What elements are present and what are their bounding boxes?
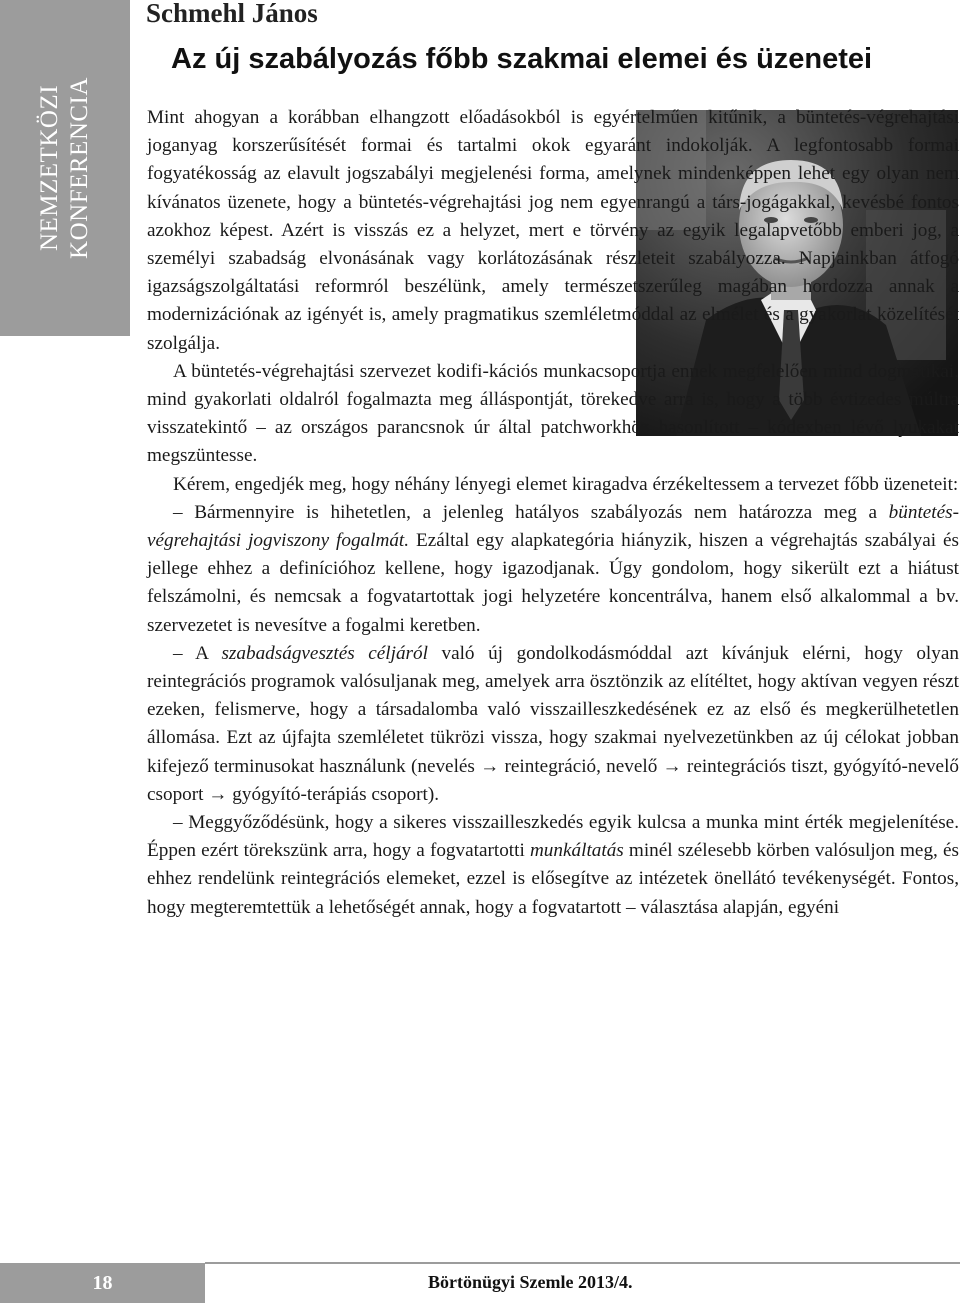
paragraph-working-group: A büntetés-végrehajtási szervezet kodifi-kációs munkacsoportja ennek megfelelően mind dogmatikai, mind gyakorlati oldalról fogalmazta meg álláspontját, törekedve arra is, hogy a több évtizedes múltra visszatekintő – az országos parancsnok úr által patchworkhöz hasonlított – kódexben lévő lyukakat megszüntesse. bbox=[147, 360, 959, 467]
article-body bbox=[147, 104, 959, 922]
paragraph-work: – Meggyőződésünk, hogy a sikeres visszailleszkedés egyik kulcsa a munka mint érték megjelenítése. Éppen ezért törekszünk arra, hogy a fogvatartotti munkáltatás minél szélesebb körben valósuljon meg, és ehhez rendelünk reintegrációs elemeket, ezzel is elősegítve az intézetek önellátó tevékenységét. Fontos, hogy megteremtettük a lehetőségét annak, hogy a fogvatartott – választása alapján, egyéni bbox=[147, 812, 959, 918]
journal-title: Börtönügyi Szemle 2013/4. bbox=[428, 1272, 633, 1292]
page-number: 18 bbox=[0, 1263, 205, 1303]
article-title: Az új szabályozás főbb szakmai elemei és üzenetei bbox=[171, 43, 873, 75]
section-label bbox=[35, 77, 95, 259]
footer-divider bbox=[205, 1262, 960, 1264]
author-name: Schmehl János bbox=[146, 0, 318, 28]
paragraph-intro: Mint ahogyan a korábban elhangzott előadásokból is egyértelműen kitűnik, a büntetés-végrehajtási joganyag korszerűsítését formai és tartalmi okok egyaránt indokolják. A legfontosabb formai fogyatékosság az elavult jogszabályi megjelenési forma, amelynek mindenképpen lehet egy olyan nem kívánatos üzenete, hogy a büntetés-végrehajtási jog nem egyenrangú a társ-jogágakkal, kevésbé fontos azokhoz képest. Azért is visszás ez a helyzet, mert e törvény az egyik legalapvetőbb emberi jog, a személyi szabadság elvonásának vagy korlátozásának részleteit szabályozza. Napjainkban átfogó igazságszolgáltatási reformról beszélünk, amely természetszerűleg magában hordozza annak a modernizációnak az igényét is, amely pragmatikus szemléletmóddal az elmélet és a gyakorlat közelítését szolgálja. bbox=[147, 107, 959, 354]
paragraph-purpose: – A szabadságvesztés céljáról való új gondolkodásmóddal azt kívánjuk elérni, hogy olyan reintegrációs programok valósuljanak meg, amelyek arra ösztönzik az elítéltet, hogy aktívan vegyen részt ezeken, felismerve, hogy a társadalomba való visszailleszkedésének ez az első és megkerülhetetlen állomása. Ezt az újfajta szemléletet tükrözi vissza, hogy szakmai nyelvezetünkben az új célokat jobban kifejező terminusokat használunk (nevelés → reintegráció, nevelő → reintegrációs tiszt, gyógyító-nevelő csoport → gyógyító-terápiás csoport). bbox=[147, 642, 959, 805]
paragraph-legal-relationship: – Bármennyire is hihetetlen, a jelenleg hatályos szabályozás nem határozza meg a büntetés-végrehajtási jogviszony fogalmát. Ezáltal egy alapkategória hiányzik, hiszen a végrehajtás szabályai és jellege ehhez a definícióhoz kellene, hogy igazodjanak. Úgy gondolom, hogy sikerült ezt a hiátust felszámolni, és nemcsak a fogvatartottak jogi helyzetére koncentrálva, hanem első alkalommal a bv. szervezetet is nevesítve a fogalmi keretben. bbox=[147, 501, 959, 636]
section-label-line2: KONFERENCIA bbox=[66, 77, 93, 259]
section-label-line1: NEMZETKÖZI bbox=[36, 84, 63, 252]
section-sidebar bbox=[0, 0, 130, 336]
paragraph-request: Kérem, engedjék meg, hogy néhány lényegi elemet kiragadva érzékeltessem a tervezet főbb üzeneteit: bbox=[173, 473, 959, 495]
